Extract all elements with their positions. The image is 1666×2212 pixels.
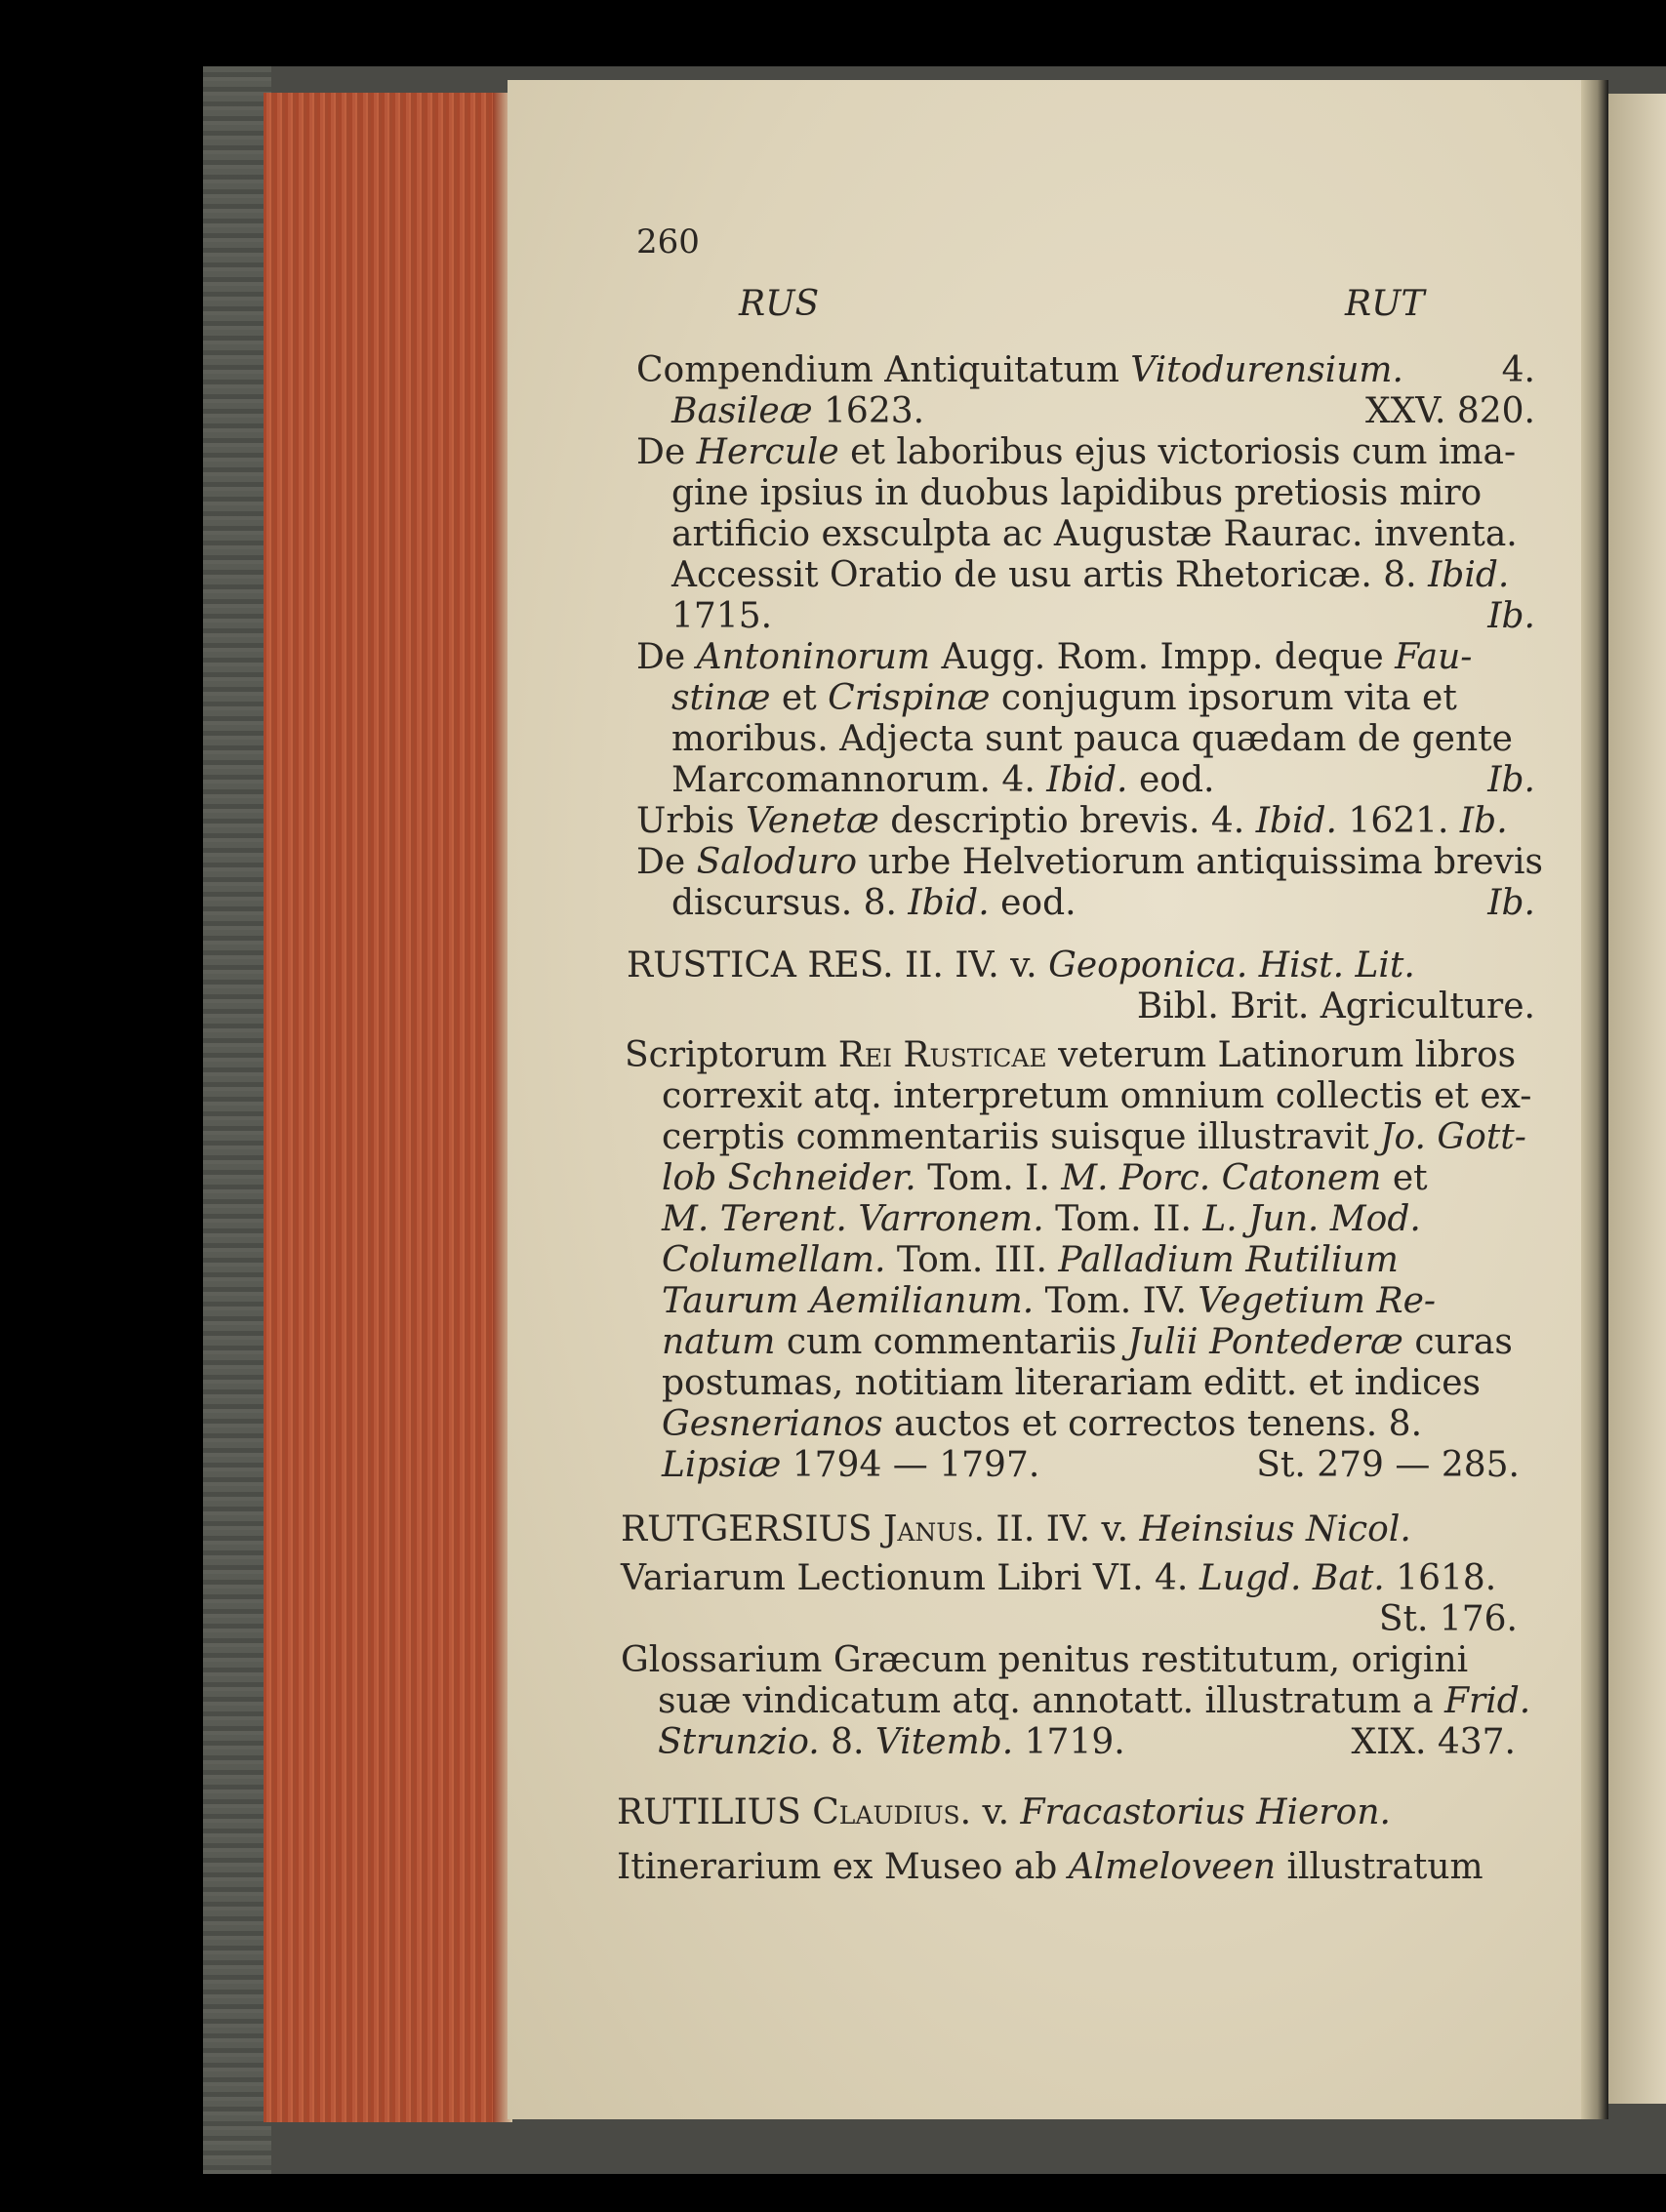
text-line: De Antoninorum Augg. Rom. Impp. deque Fau-: [636, 637, 1473, 677]
running-head-left: RUS: [739, 284, 820, 324]
text-line-right: XXV. 820.: [1364, 391, 1535, 431]
text-line-right: Ib.: [1487, 760, 1535, 800]
heading-rutgersius: RUTGERSIUS Janus. II. IV. v. Heinsius Nicol.: [621, 1509, 1411, 1549]
heading-rutilius: RUTILIUS Claudius. v. Fracastorius Hieron.: [617, 1792, 1391, 1832]
text-line: moribus. Adjecta sunt pauca quædam de gente: [671, 719, 1513, 759]
text-line: De Hercule et laboribus ejus victoriosis cum ima-: [636, 432, 1517, 472]
page-number: 260: [636, 222, 700, 261]
text-line: Columellam. Tom. III. Palladium Rutilium: [662, 1240, 1399, 1280]
text-line: De Saloduro urbe Helvetiorum antiquissima brevis: [636, 842, 1543, 882]
running-head-right: RUT: [1345, 284, 1425, 324]
text-line: Strunzio. 8. Vitemb. 1719.: [658, 1722, 1125, 1762]
text-line-right: St. 279 — 285.: [1256, 1445, 1520, 1485]
text-line-right: XIX. 437.: [1351, 1722, 1516, 1762]
text-line: Marcomannorum. 4. Ibid. eod.: [671, 760, 1215, 800]
text-line: M. Terent. Varronem. Tom. II. L. Jun. Mod.: [662, 1199, 1421, 1239]
text-line-right: Bibl. Brit. Agriculture.: [1136, 986, 1535, 1026]
text-line: natum cum commentariis Julii Pontederæ curas: [662, 1322, 1513, 1362]
text-line-right: Ib.: [1487, 596, 1535, 636]
text-line: Scriptorum Rei Rusticae veterum Latinorum libros: [625, 1035, 1517, 1075]
text-line: correxit atq. interpretum omnium collectis et ex-: [662, 1076, 1532, 1116]
text-line: Gesnerianos auctos et correctos tenens. 8.: [662, 1404, 1423, 1444]
text-line: Urbis Venetæ descriptio brevis. 4. Ibid. 1621. Ib.: [636, 801, 1508, 841]
text-line-right: Ib.: [1487, 883, 1535, 923]
text-line: stinæ et Crispinæ conjugum ipsorum vita et: [671, 678, 1457, 718]
text-line: Compendium Antiquitatum Vitodurensium.: [636, 350, 1403, 390]
text-line: Itinerarium ex Museo ab Almeloveen illustratum: [617, 1847, 1483, 1887]
text-line: Accessit Oratio de usu artis Rhetoricæ. 8. Ibid.: [671, 555, 1510, 595]
text-line: Basileæ 1623.: [671, 391, 925, 431]
text-line-right: St. 176.: [1378, 1599, 1518, 1639]
text-line: Glossarium Græcum penitus restitutum, origini: [621, 1640, 1469, 1680]
heading-rustica: RUSTICA RES. II. IV. v. Geoponica. Hist. Lit.: [627, 945, 1415, 985]
text-line: artificio exsculpta ac Augustæ Raurac. inventa.: [671, 514, 1518, 554]
text-line: suæ vindicatum atq. annotatt. illustratum a Frid.: [658, 1681, 1531, 1721]
text-line-right: 4.: [1501, 350, 1535, 390]
text-line: Lipsiæ 1794 — 1797.: [662, 1445, 1040, 1485]
text-line: lob Schneider. Tom. I. M. Porc. Catonem et: [662, 1158, 1428, 1198]
text-line: 1715.: [671, 596, 773, 636]
text-line: postumas, notitiam literariam editt. et indices: [662, 1363, 1482, 1403]
text-line: gine ipsius in duobus lapidibus pretiosis miro: [671, 473, 1483, 513]
text-line: Variarum Lectionum Libri VI. 4. Lugd. Bat. 1618.: [621, 1558, 1497, 1598]
text-line: Taurum Aemilianum. Tom. IV. Vegetium Re-: [662, 1281, 1437, 1321]
text-line: cerptis commentariis suisque illustravit Jo. Gott-: [662, 1117, 1526, 1157]
text-line: discursus. 8. Ibid. eod.: [671, 883, 1077, 923]
